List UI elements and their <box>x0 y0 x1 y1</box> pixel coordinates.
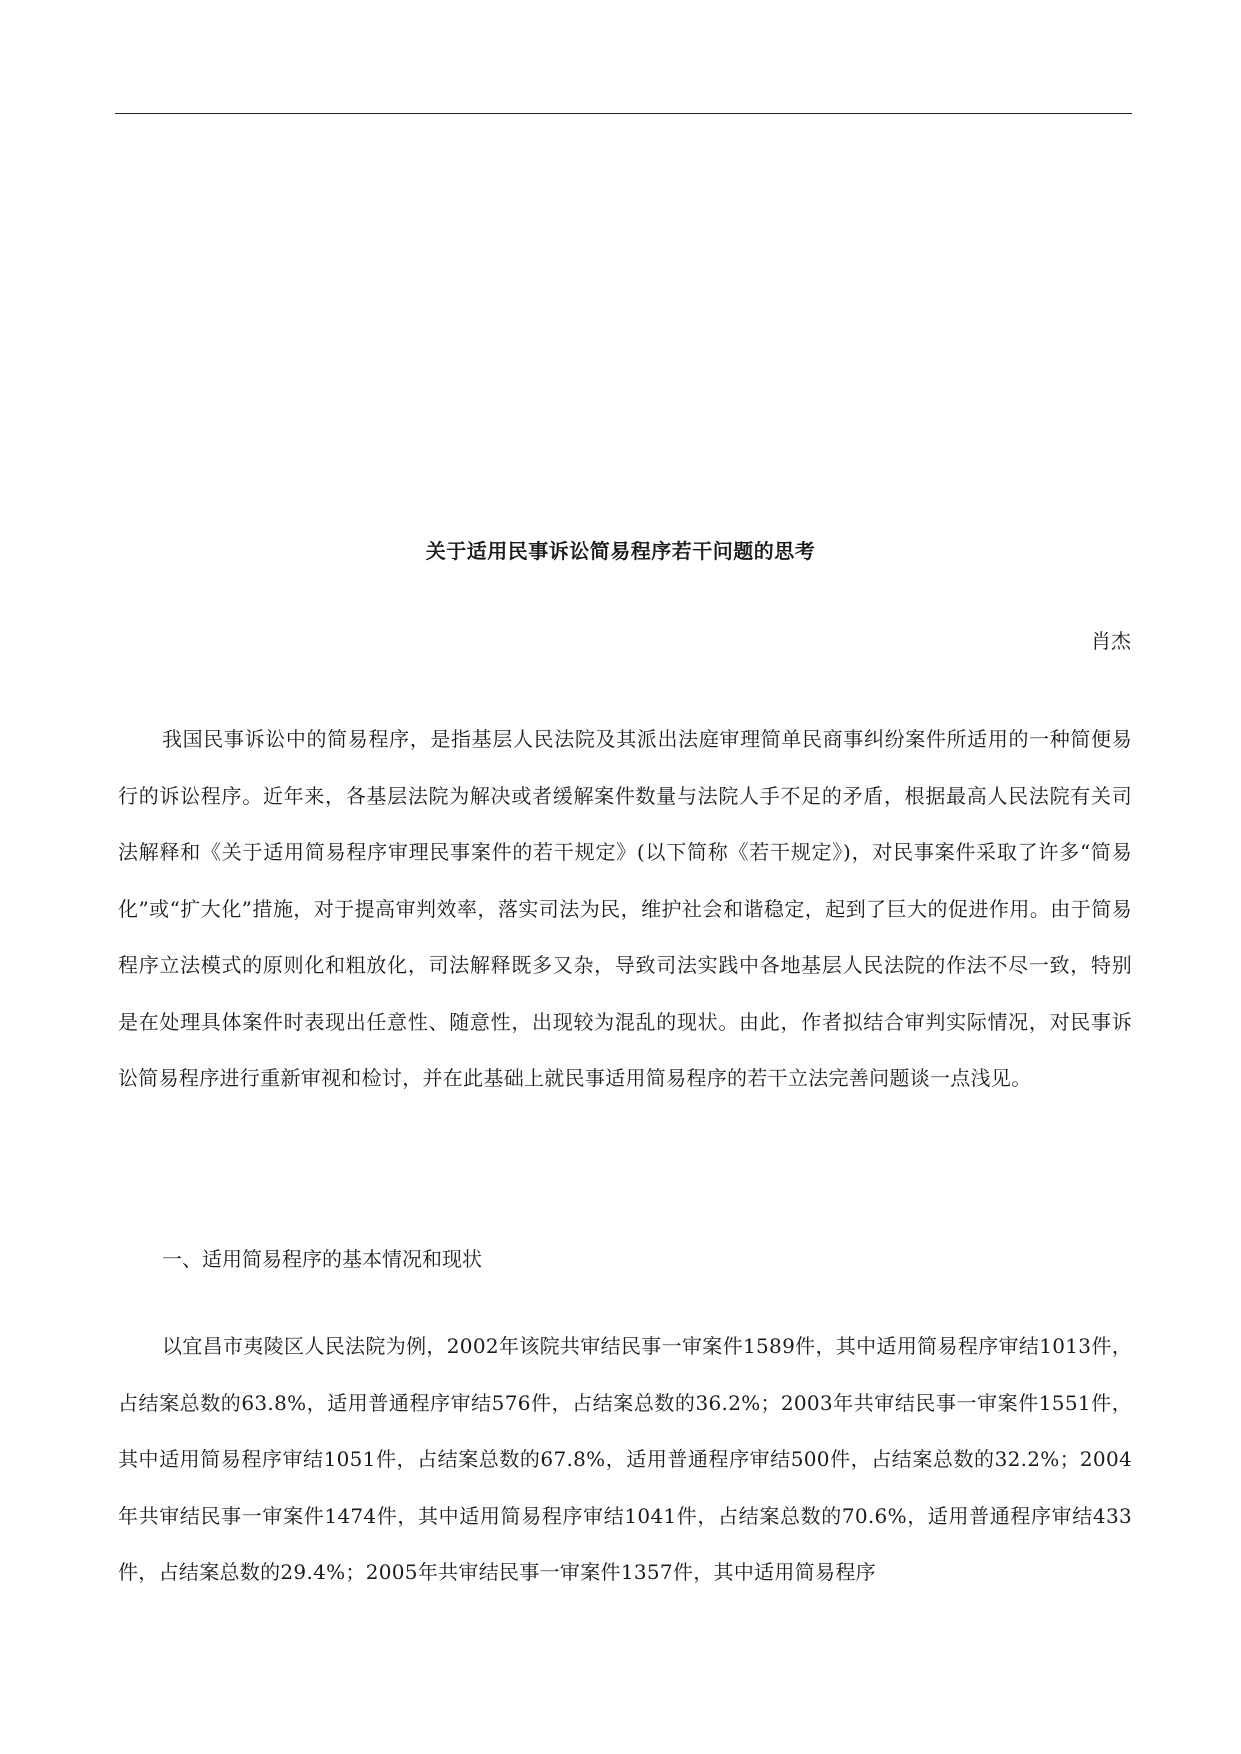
header-rule <box>115 113 1132 114</box>
author-name: 肖杰 <box>1091 629 1131 653</box>
intro-paragraph: 我国民事诉讼中的简易程序，是指基层人民法院及其派出法庭审理简单民商事纠纷案件所适用的一种简便易行的诉讼程序。近年来，各基层法院为解决或者缓解案件数量与法院人手不足的矛盾，根据最高人民法院有关司法解释和《关于适用简易程序审理民事案件的若干规定》(以下简称《若干规定》)，对民事案件采取了许多“简易化”或“扩大化”措施，对于提高审判效率，落实司法为民，维护社会和谐稳定，起到了巨大的促进作用。由于简易程序立法模式的原则化和粗放化，司法解释既多又杂，导致司法实践中各地基层人民法院的作法不尽一致，特别是在处理具体案件时表现出任意性、随意性，出现较为混乱的现状。由此，作者拟结合审判实际情况，对民事诉讼简易程序进行重新审视和检讨，并在此基础上就民事适用简易程序的若干立法完善问题谈一点浅见。 <box>118 727 1132 1090</box>
document-title: 关于适用民事诉讼简易程序若干问题的思考 <box>425 539 816 563</box>
section-paragraph: 以宜昌市夷陵区人民法院为例，2002年该院共审结民事一审案件1589件，其中适用简易程序审结1013件，占结案总数的63.8%，适用普通程序审结576件，占结案总数的36.2%；2003年共审结民事一审案件1551件，其中适用简易程序审结1051件，占结案总数的67.8%，适用普通程序审结500件，占结案总数的32.2%；2004年共审结民事一审案件1474件，其中适用简易程序审结1041件，占结案总数的70.6%，适用普通程序审结433件，占结案总数的29.4%；2005年共审结民事一审案件1357件，其中适用简易程序 <box>118 1334 1132 1584</box>
section-heading: 一、适用简易程序的基本情况和现状 <box>162 1247 482 1271</box>
